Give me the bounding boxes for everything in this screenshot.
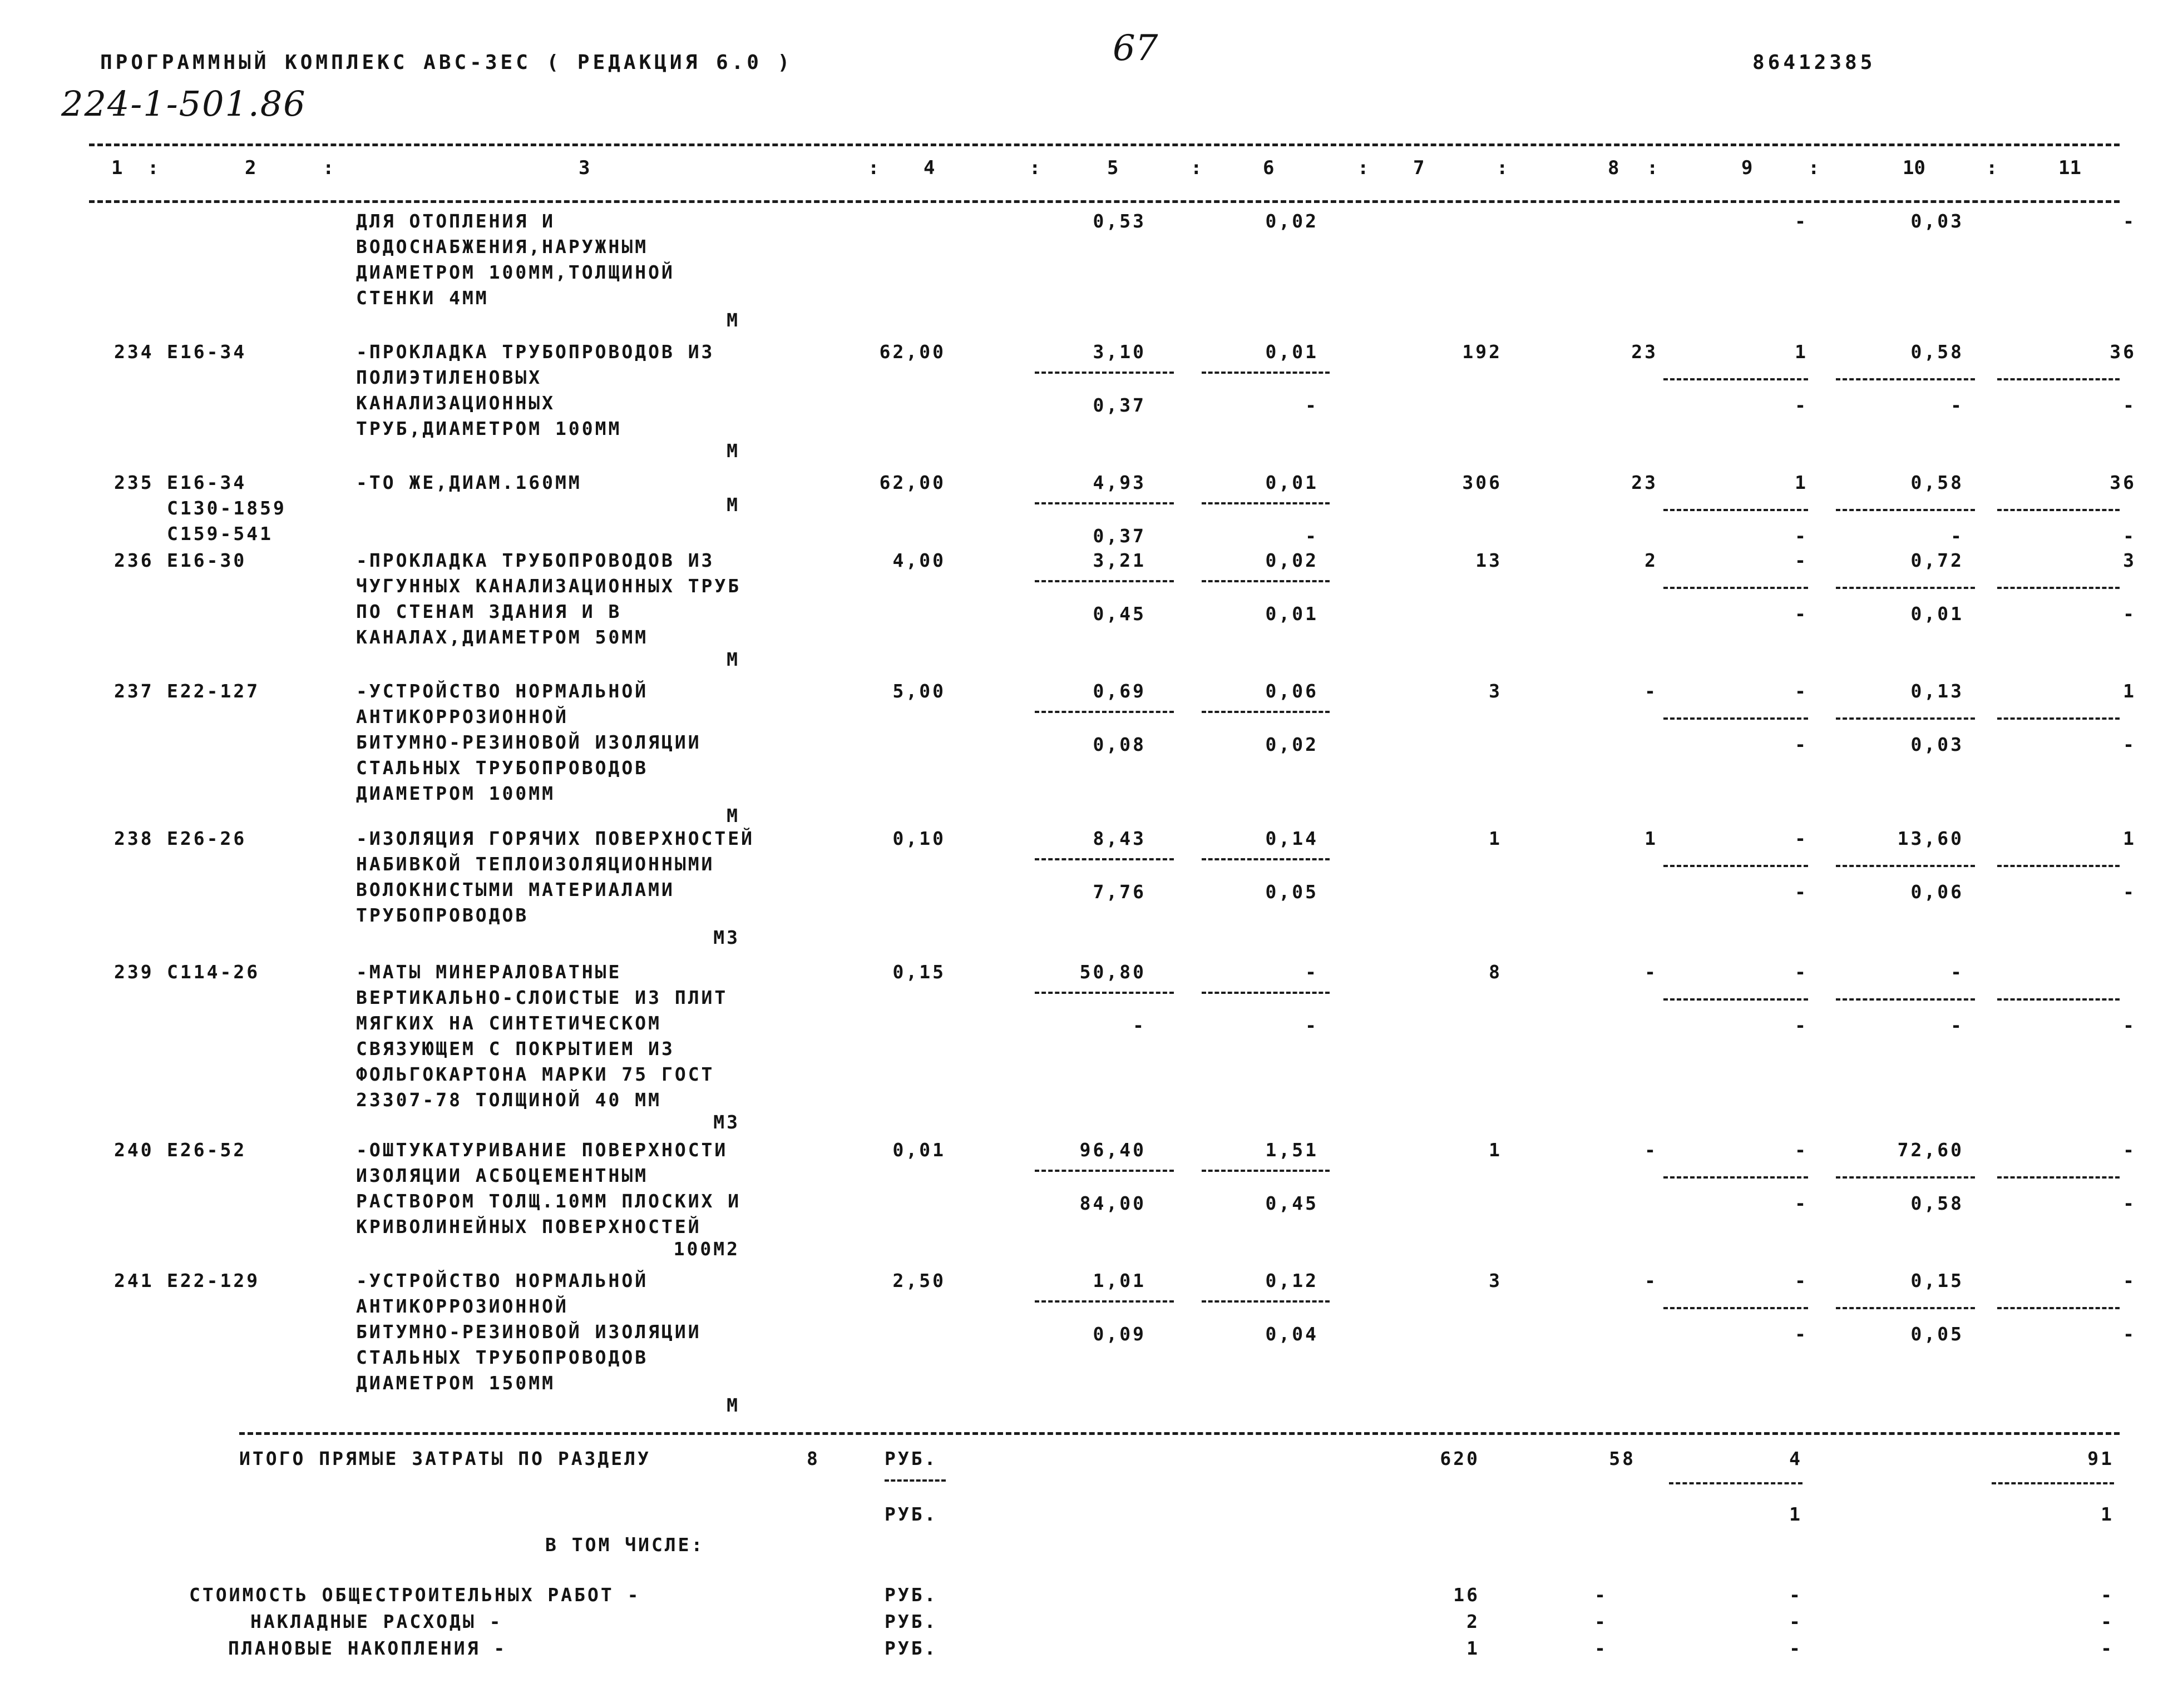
col5-rule (1035, 992, 1174, 994)
col5-rule (1035, 1300, 1174, 1303)
col10-second-value: - (1950, 525, 1964, 547)
unit-of-measure: М (727, 1394, 740, 1416)
total-wages: 23 (1631, 472, 1658, 493)
work-description-line: КРИВОЛИНЕЙНЫХ ПОВЕРХНОСТЕЙ (356, 1216, 702, 1237)
work-description-line: КАНАЛАХ,ДИАМЕТРОМ 50ММ (356, 626, 649, 648)
col9-second-value: - (1795, 1014, 1808, 1036)
total-cost: 192 (1462, 341, 1502, 363)
total-labor: 3 (2123, 549, 2136, 571)
totals-currency: РУБ. (885, 1448, 938, 1469)
column-separator: : (868, 157, 880, 179)
work-description-line: СТАЛЬНЫХ ТРУБОПРОВОДОВ (356, 757, 649, 779)
breakdown-label: СТОИМОСТЬ ОБЩЕСТРОИТЕЛЬНЫХ РАБОТ - (189, 1584, 641, 1606)
column-separator: : (1808, 157, 1820, 179)
col11-second-value: - (2123, 603, 2136, 625)
column-separator: : (323, 157, 334, 179)
col5-rule (1035, 580, 1174, 582)
labor-hours: 0,03 (1910, 210, 1964, 232)
work-description-line: ВОЛОКНИСТЫМИ МАТЕРИАЛАМИ (356, 879, 675, 900)
total-cost: 8 (1489, 961, 1502, 983)
totals-col9-rule (1669, 1482, 1802, 1484)
work-description-line: ЧУГУННЫХ КАНАЛИЗАЦИОННЫХ ТРУБ (356, 575, 742, 597)
col6-rule (1202, 992, 1330, 994)
row-number: 234 (114, 341, 154, 363)
col9-rule (1663, 717, 1808, 720)
unit-cost: 0,69 (1093, 680, 1146, 702)
work-description-line: ТРУБОПРОВОДОВ (356, 904, 529, 926)
total-cost: 3 (1489, 680, 1502, 702)
unit-cost: 0,53 (1093, 210, 1146, 232)
column-separator: : (1647, 157, 1658, 179)
machine-cost: 1 (1795, 341, 1808, 363)
work-description-line: -ПРОКЛАДКА ТРУБОПРОВОДОВ ИЗ (356, 549, 715, 571)
col9-rule (1663, 378, 1808, 380)
labor-hours: 13,60 (1897, 828, 1964, 849)
total-wages: - (1644, 680, 1658, 702)
row-number: 236 (114, 549, 154, 571)
col11-second-value: - (2123, 1014, 2136, 1036)
total-labor: 36 (2110, 341, 2136, 363)
col6-rule (1202, 372, 1330, 374)
column-header-5: 5 (1107, 157, 1119, 179)
col5-second-value: 0,08 (1093, 734, 1146, 755)
page-number: 67 (1113, 28, 1158, 69)
col9-rule (1663, 998, 1808, 1001)
breakdown-col11: - (2101, 1611, 2114, 1632)
work-description-line: ПОЛИЭТИЛЕНОВЫХ (356, 367, 542, 388)
work-description-line: АНТИКОРРОЗИОННОЙ (356, 1295, 569, 1317)
total-cost: 13 (1475, 549, 1502, 571)
work-description-line: ДИАМЕТРОМ 100ММ,ТОЛЩИНОЙ (356, 261, 675, 283)
col9-second-value: - (1795, 394, 1808, 416)
breakdown-currency: РУБ. (885, 1637, 938, 1659)
work-description-line: -УСТРОЙСТВО НОРМАЛЬНОЙ (356, 1270, 649, 1291)
work-description-line: НАБИВКОЙ ТЕПЛОИЗОЛЯЦИОННЫМИ (356, 853, 715, 875)
work-description-line: 23307-78 ТОЛЩИНОЙ 40 ММ (356, 1089, 661, 1111)
total-wages: 23 (1631, 341, 1658, 363)
breakdown-col8: - (1594, 1584, 1608, 1606)
col11-rule (1997, 998, 2120, 1001)
labor-hours: 0,13 (1910, 680, 1964, 702)
col5-second-value: 84,00 (1079, 1192, 1146, 1214)
work-description-line: ТРУБ,ДИАМЕТРОМ 100ММ (356, 418, 622, 439)
col11-rule (1997, 1307, 2120, 1309)
totals-col8: 58 (1609, 1448, 1636, 1469)
totals-col11-rule (1992, 1482, 2114, 1484)
col6-second-value: - (1305, 1014, 1318, 1036)
column-header-2: 2 (245, 157, 256, 179)
program-title: ПРОГРАММНЫЙ КОМПЛЕКС АВС-3ЕС ( РЕДАКЦИЯ 6.0 ) (100, 51, 793, 74)
column-separator: : (1497, 157, 1508, 179)
quantity: 62,00 (879, 472, 946, 493)
row-number: 238 (114, 828, 154, 849)
labor-hours: 0,72 (1910, 549, 1964, 571)
total-labor: - (2123, 1270, 2136, 1291)
total-cost: 3 (1489, 1270, 1502, 1291)
work-description-line: -ТО ЖЕ,ДИАМ.160ММ (356, 472, 582, 493)
unit-cost: 3,21 (1093, 549, 1146, 571)
total-labor: - (2123, 210, 2136, 232)
col11-second-value: - (2123, 1323, 2136, 1345)
labor-hours: 0,58 (1910, 341, 1964, 363)
col10-second-value: 0,06 (1910, 881, 1964, 903)
machine-cost: - (1795, 549, 1808, 571)
totals-col11-b: 1 (2101, 1503, 2114, 1525)
breakdown-currency: РУБ. (885, 1584, 938, 1606)
work-description-line: -ПРОКЛАДКА ТРУБОПРОВОДОВ ИЗ (356, 341, 715, 363)
work-description-line: -ОШТУКАТУРИВАНИЕ ПОВЕРХНОСТИ (356, 1139, 728, 1161)
total-labor: - (2123, 1139, 2136, 1161)
totals-currency-2: РУБ. (885, 1503, 938, 1525)
col5-rule (1035, 502, 1174, 504)
work-description-line: ВОДОСНАБЖЕНИЯ,НАРУЖНЫМ (356, 236, 649, 258)
column-header-10: 10 (1903, 157, 1925, 179)
unit-wages: 0,14 (1265, 828, 1318, 849)
row-number: 237 (114, 680, 154, 702)
col9-second-value: - (1795, 734, 1808, 755)
machine-cost: - (1795, 680, 1808, 702)
column-header-3: 3 (579, 157, 590, 179)
col10-rule (1836, 378, 1975, 380)
unit-of-measure: М3 (713, 927, 740, 948)
price-code: Е22-129 (167, 1270, 260, 1291)
price-code: Е16-34 (167, 472, 247, 493)
document-id: 86412385 (1752, 51, 1876, 74)
unit-cost: 96,40 (1079, 1139, 1146, 1161)
machine-cost: - (1795, 1270, 1808, 1291)
col5-second-value: 0,09 (1093, 1323, 1146, 1345)
breakdown-col7: 1 (1466, 1637, 1480, 1659)
column-header-8: 8 (1608, 157, 1619, 179)
machine-cost: 1 (1795, 472, 1808, 493)
work-description-line: БИТУМНО-РЕЗИНОВОЙ ИЗОЛЯЦИИ (356, 1321, 702, 1343)
breakdown-col11: - (2101, 1637, 2114, 1659)
col6-rule (1202, 502, 1330, 504)
unit-of-measure: М (727, 440, 740, 462)
unit-wages: 0,01 (1265, 341, 1318, 363)
work-description-line: СТЕНКИ 4ММ (356, 287, 489, 309)
total-cost: 1 (1489, 1139, 1502, 1161)
total-labor: 1 (2123, 680, 2136, 702)
col6-second-value: - (1305, 394, 1318, 416)
col9-second-value: - (1795, 603, 1808, 625)
col9-second-value: - (1795, 1192, 1808, 1214)
column-header-9: 9 (1741, 157, 1753, 179)
col5-rule (1035, 858, 1174, 860)
quantity: 0,10 (892, 828, 946, 849)
col11-rule (1997, 587, 2120, 589)
col10-rule (1836, 717, 1975, 720)
unit-wages: 0,12 (1265, 1270, 1318, 1291)
breakdown-label: ПЛАНОВЫЕ НАКОПЛЕНИЯ - (228, 1637, 507, 1659)
quantity: 5,00 (892, 680, 946, 702)
col6-rule (1202, 711, 1330, 713)
unit-of-measure: 100М2 (673, 1238, 740, 1260)
col10-rule (1836, 1176, 1975, 1179)
breakdown-col9: - (1789, 1637, 1802, 1659)
totals-label: ИТОГО ПРЯМЫЕ ЗАТРАТЫ ПО РАЗДЕЛУ (239, 1448, 651, 1469)
totals-col9: 4 (1789, 1448, 1802, 1469)
quantity: 2,50 (892, 1270, 946, 1291)
breakdown-currency: РУБ. (885, 1611, 938, 1632)
total-wages: 1 (1644, 828, 1658, 849)
col9-second-value: - (1795, 1323, 1808, 1345)
col11-rule (1997, 1176, 2120, 1179)
col9-second-value: - (1795, 525, 1808, 547)
machine-cost: - (1795, 828, 1808, 849)
col9-rule (1663, 1307, 1808, 1309)
work-description-line: СТАЛЬНЫХ ТРУБОПРОВОДОВ (356, 1346, 649, 1368)
col10-second-value: 0,03 (1910, 734, 1964, 755)
unit-wages: 0,02 (1265, 210, 1318, 232)
col11-second-value: - (2123, 881, 2136, 903)
unit-cost: 8,43 (1093, 828, 1146, 849)
unit-cost: 50,80 (1079, 961, 1146, 983)
column-header-1: 1 (111, 157, 123, 179)
col10-second-value: 0,01 (1910, 603, 1964, 625)
col10-rule (1836, 509, 1975, 511)
work-description-line: АНТИКОРРОЗИОННОЙ (356, 706, 569, 727)
col10-rule (1836, 865, 1975, 867)
unit-of-measure: М (727, 494, 740, 516)
machine-cost: - (1795, 1139, 1808, 1161)
column-separator: : (1357, 157, 1369, 179)
totals-section-number: 8 (807, 1448, 820, 1469)
work-description-line: РАСТВОРОМ ТОЛЩ.10ММ ПЛОСКИХ И (356, 1190, 742, 1212)
price-code: С114-26 (167, 961, 260, 983)
quantity: 0,15 (892, 961, 946, 983)
including-label: В ТОМ ЧИСЛЕ: (545, 1534, 705, 1556)
col10-rule (1836, 587, 1975, 589)
col10-second-value: 0,58 (1910, 1192, 1964, 1214)
work-description-line: ДЛЯ ОТОПЛЕНИЯ И (356, 210, 556, 232)
col6-second-value: 0,45 (1265, 1192, 1318, 1214)
col11-rule (1997, 378, 2120, 380)
breakdown-col9: - (1789, 1611, 1802, 1632)
work-description-line: ФОЛЬГОКАРТОНА МАРКИ 75 ГОСТ (356, 1063, 715, 1085)
quantity: 4,00 (892, 549, 946, 571)
column-separator: : (147, 157, 159, 179)
column-header-6: 6 (1263, 157, 1275, 179)
work-description-line: -ИЗОЛЯЦИЯ ГОРЯЧИХ ПОВЕРХНОСТЕЙ (356, 828, 755, 849)
unit-wages: - (1305, 961, 1318, 983)
col11-second-value: - (2123, 525, 2136, 547)
labor-hours: 72,60 (1897, 1139, 1964, 1161)
price-code: С159-541 (167, 523, 273, 544)
price-code: Е26-26 (167, 828, 247, 849)
col11-second-value: - (2123, 394, 2136, 416)
breakdown-col7: 2 (1466, 1611, 1480, 1632)
price-code: С130-1859 (167, 497, 287, 519)
quantity: 0,01 (892, 1139, 946, 1161)
row-number: 235 (114, 472, 154, 493)
price-code: Е22-127 (167, 680, 260, 702)
col6-rule (1202, 858, 1330, 860)
column-separator: : (1986, 157, 1998, 179)
col11-second-value: - (2123, 1192, 2136, 1214)
col5-rule (1035, 711, 1174, 713)
col9-rule (1663, 1176, 1808, 1179)
unit-of-measure: М (727, 309, 740, 331)
row-number: 240 (114, 1139, 154, 1161)
col6-second-value: 0,02 (1265, 734, 1318, 755)
col10-second-value: - (1950, 1014, 1964, 1036)
price-code: Е26-52 (167, 1139, 247, 1161)
unit-of-measure: М3 (713, 1111, 740, 1133)
row-number: 239 (114, 961, 154, 983)
work-description-line: МЯГКИХ НА СИНТЕТИЧЕСКОМ (356, 1012, 661, 1034)
unit-wages: 0,06 (1265, 680, 1318, 702)
column-header-11: 11 (2058, 157, 2081, 179)
top-rule (89, 143, 2120, 146)
totals-currency-underline (885, 1479, 946, 1482)
work-description-line: -МАТЫ МИНЕРАЛОВАТНЫЕ (356, 961, 622, 983)
labor-hours: 0,58 (1910, 472, 1964, 493)
col9-second-value: - (1795, 881, 1808, 903)
totals-col11: 91 (2087, 1448, 2114, 1469)
column-header-7: 7 (1413, 157, 1425, 179)
col11-rule (1997, 865, 2120, 867)
row-number: 241 (114, 1270, 154, 1291)
total-labor: 1 (2123, 828, 2136, 849)
col10-second-value: - (1950, 394, 1964, 416)
labor-hours: - (1950, 961, 1964, 983)
unit-cost: 4,93 (1093, 472, 1146, 493)
price-code: Е16-34 (167, 341, 247, 363)
col5-second-value: - (1133, 1014, 1146, 1036)
work-description-line: ДИАМЕТРОМ 100ММ (356, 783, 556, 804)
totals-rule (239, 1432, 2120, 1435)
work-description-line: ВЕРТИКАЛЬНО-СЛОИСТЫЕ ИЗ ПЛИТ (356, 987, 728, 1008)
unit-of-measure: М (727, 805, 740, 826)
unit-wages: 1,51 (1265, 1139, 1318, 1161)
col10-second-value: 0,05 (1910, 1323, 1964, 1345)
col6-rule (1202, 1170, 1330, 1172)
col9-rule (1663, 865, 1808, 867)
work-description-line: СВЯЗУЮЩЕМ С ПОКРЫТИЕМ ИЗ (356, 1038, 675, 1060)
col5-second-value: 7,76 (1093, 881, 1146, 903)
unit-wages: 0,02 (1265, 549, 1318, 571)
work-description-line: ДИАМЕТРОМ 150ММ (356, 1372, 556, 1394)
col11-second-value: - (2123, 734, 2136, 755)
breakdown-label: НАКЛАДНЫЕ РАСХОДЫ - (250, 1611, 503, 1632)
col6-rule (1202, 1300, 1330, 1303)
column-separator: : (1191, 157, 1202, 179)
unit-cost: 1,01 (1093, 1270, 1146, 1291)
breakdown-col11: - (2101, 1584, 2114, 1606)
work-description-line: -УСТРОЙСТВО НОРМАЛЬНОЙ (356, 680, 649, 702)
machine-cost: - (1795, 961, 1808, 983)
machine-cost: - (1795, 210, 1808, 232)
labor-hours: 0,15 (1910, 1270, 1964, 1291)
totals-col9-b: 1 (1789, 1503, 1802, 1525)
unit-of-measure: М (727, 648, 740, 670)
work-description-line: КАНАЛИЗАЦИОННЫХ (356, 392, 556, 414)
total-wages: - (1644, 961, 1658, 983)
work-description-line: БИТУМНО-РЕЗИНОВОЙ ИЗОЛЯЦИИ (356, 731, 702, 753)
col6-second-value: 0,05 (1265, 881, 1318, 903)
col6-second-value: 0,01 (1265, 603, 1318, 625)
column-header-rule (89, 200, 2120, 203)
total-cost: 306 (1462, 472, 1502, 493)
col9-rule (1663, 587, 1808, 589)
total-cost: 1 (1489, 828, 1502, 849)
col6-second-value: - (1305, 525, 1318, 547)
total-wages: - (1644, 1270, 1658, 1291)
total-labor: 36 (2110, 472, 2136, 493)
col10-rule (1836, 1307, 1975, 1309)
unit-cost: 3,10 (1093, 341, 1146, 363)
work-description-line: ПО СТЕНАМ ЗДАНИЯ И В (356, 601, 622, 622)
col11-rule (1997, 509, 2120, 511)
col5-second-value: 0,37 (1093, 525, 1146, 547)
col5-rule (1035, 1170, 1174, 1172)
breakdown-col9: - (1789, 1584, 1802, 1606)
breakdown-col7: 16 (1453, 1584, 1480, 1606)
work-description-line: ИЗОЛЯЦИИ АСБОЦЕМЕНТНЫМ (356, 1165, 649, 1186)
breakdown-col8: - (1594, 1637, 1608, 1659)
col5-rule (1035, 372, 1174, 374)
col5-second-value: 0,45 (1093, 603, 1146, 625)
breakdown-col8: - (1594, 1611, 1608, 1632)
col6-rule (1202, 580, 1330, 582)
col6-second-value: 0,04 (1265, 1323, 1318, 1345)
col5-second-value: 0,37 (1093, 394, 1146, 416)
column-separator: : (1029, 157, 1041, 179)
document-code: 224-1-501.86 (61, 83, 307, 124)
price-code: Е16-30 (167, 549, 247, 571)
column-header-4: 4 (924, 157, 935, 179)
total-wages: - (1644, 1139, 1658, 1161)
quantity: 62,00 (879, 341, 946, 363)
col9-rule (1663, 509, 1808, 511)
col11-rule (1997, 717, 2120, 720)
totals-col7: 620 (1440, 1448, 1480, 1469)
total-wages: 2 (1644, 549, 1658, 571)
col10-rule (1836, 998, 1975, 1001)
unit-wages: 0,01 (1265, 472, 1318, 493)
